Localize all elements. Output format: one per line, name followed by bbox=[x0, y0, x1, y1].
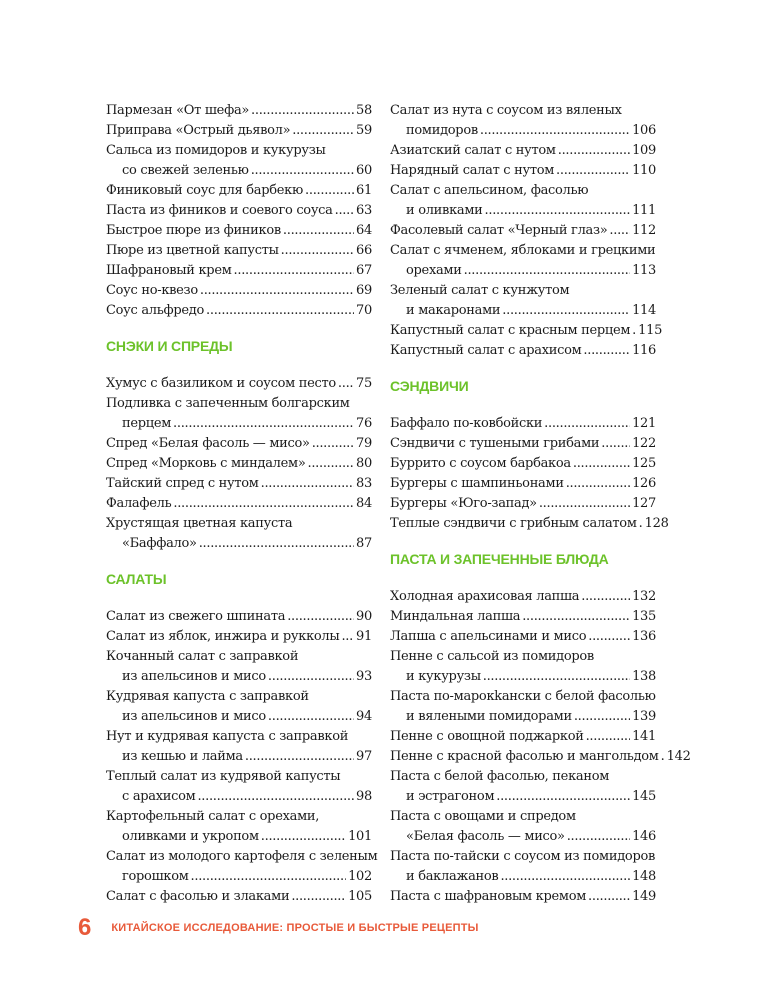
leader-dots bbox=[601, 434, 630, 454]
toc-entry[interactable] bbox=[390, 201, 656, 221]
leader-dots bbox=[609, 221, 630, 241]
toc-entry[interactable] bbox=[106, 221, 372, 241]
toc-entry[interactable] bbox=[106, 241, 372, 261]
toc-entry[interactable] bbox=[390, 827, 656, 847]
toc-entry[interactable] bbox=[106, 454, 372, 474]
toc-entry[interactable] bbox=[106, 887, 372, 907]
entry-first-line: Паста с овощами и спредом bbox=[390, 809, 576, 824]
entry-first-line: Паста по-марокkански с белой фасолью bbox=[390, 689, 656, 704]
entry-first-line: Зеленый салат с кунжутом bbox=[390, 283, 570, 298]
entry-page: 61 bbox=[356, 183, 372, 198]
entry-page: 64 bbox=[356, 223, 372, 238]
toc-entry[interactable] bbox=[106, 474, 372, 494]
entry-first-line: Сальса из помидоров и кукурузы bbox=[106, 143, 326, 158]
leader-dots bbox=[206, 301, 354, 321]
entry-title: Тайский спред с нутом bbox=[106, 476, 259, 491]
toc-entry[interactable] bbox=[390, 707, 656, 727]
leader-dots bbox=[197, 787, 354, 807]
entry-title: Салат из яблок, инжира и рукколы bbox=[106, 629, 340, 644]
entry-title: Фасолевый салат «Черный глаз» bbox=[390, 223, 608, 238]
entry-title: Паста с шафрановым кремом bbox=[390, 889, 587, 904]
entry-page: 116 bbox=[632, 343, 656, 358]
leader-dots bbox=[234, 261, 355, 281]
entry-title: Соус альфредо bbox=[106, 303, 205, 318]
entry-first-line: Теплый салат из кудрявой капусты bbox=[106, 769, 341, 784]
toc-entry[interactable] bbox=[390, 221, 656, 241]
entry-title: Капустный салат с арахисом bbox=[390, 343, 582, 358]
toc-entry[interactable] bbox=[390, 434, 656, 454]
leader-dots bbox=[464, 261, 630, 281]
toc-entry[interactable] bbox=[390, 627, 656, 647]
toc-entry[interactable] bbox=[390, 867, 656, 887]
entry-title: Азиатский салат с нутом bbox=[390, 143, 556, 158]
entry-page: 122 bbox=[632, 436, 656, 451]
leader-dots bbox=[556, 161, 630, 181]
entry-title: перцем bbox=[122, 416, 172, 431]
entry-page: 69 bbox=[356, 283, 372, 298]
entry-page: 141 bbox=[632, 729, 656, 744]
leader-dots bbox=[588, 887, 630, 907]
entry-title: Миндальная лапша bbox=[390, 609, 521, 624]
entry-title: и эстрагоном bbox=[406, 789, 495, 804]
toc-entry[interactable] bbox=[106, 867, 372, 887]
entry-title: из апельсинов и мисо bbox=[122, 669, 266, 684]
entry-title: Нарядный салат с нутом bbox=[390, 163, 555, 178]
leader-dots bbox=[173, 494, 354, 514]
entry-first-line: Подливка с запеченным болгарским bbox=[106, 396, 350, 411]
toc-entry[interactable] bbox=[390, 301, 656, 321]
entry-page: 79 bbox=[356, 436, 372, 451]
toc-entry[interactable] bbox=[106, 161, 372, 181]
leader-dots bbox=[292, 121, 354, 141]
leader-dots bbox=[480, 121, 630, 141]
entry-first-line: Картофельный салат с орехами, bbox=[106, 809, 320, 824]
entry-page: 80 bbox=[356, 456, 372, 471]
toc-entry[interactable] bbox=[390, 587, 656, 607]
entry-page: 75 bbox=[356, 376, 372, 391]
section-heading-salads: САЛАТЫ bbox=[106, 571, 167, 587]
toc-entry[interactable] bbox=[106, 181, 372, 201]
entry-page: 112 bbox=[632, 223, 656, 238]
entry-title: и оливками bbox=[406, 203, 483, 218]
leader-dots bbox=[307, 454, 354, 474]
entry-title: и кукурузы bbox=[406, 669, 481, 684]
entry-first-line: Салат с ячменем, яблоками и грецкими bbox=[390, 243, 656, 258]
entry-page: 105 bbox=[348, 889, 372, 904]
entry-title: горошком bbox=[122, 869, 189, 884]
entry-page: 138 bbox=[632, 669, 656, 684]
entry-title: Быстрое пюре из фиников bbox=[106, 223, 281, 238]
leader-dots bbox=[544, 414, 630, 434]
leader-dots bbox=[261, 827, 346, 847]
entry-title: Бургеры с шампиньонами bbox=[390, 476, 564, 491]
entry-page: 132 bbox=[632, 589, 656, 604]
toc-entry[interactable] bbox=[106, 201, 372, 221]
entry-title: Спред «Белая фасоль — мисо» bbox=[106, 436, 310, 451]
leader-dots bbox=[583, 341, 630, 361]
toc-entry[interactable] bbox=[390, 607, 656, 627]
entry-page: 139 bbox=[632, 709, 656, 724]
entry-page: 121 bbox=[632, 416, 656, 431]
leader-dots bbox=[566, 474, 630, 494]
entry-first-line: Пенне с сальсой из помидоров bbox=[390, 649, 594, 664]
leader-dots bbox=[199, 534, 354, 554]
leader-dots bbox=[574, 707, 630, 727]
toc-entry[interactable] bbox=[106, 374, 372, 394]
toc-entry[interactable] bbox=[390, 121, 656, 141]
toc-entry[interactable] bbox=[390, 161, 656, 181]
entry-first-line: Салат из молодого картофеля с зеленым bbox=[106, 849, 378, 864]
toc-entry[interactable] bbox=[390, 321, 663, 341]
entry-page: 97 bbox=[356, 749, 372, 764]
entry-page: 128 bbox=[644, 516, 669, 531]
toc-entry[interactable] bbox=[106, 121, 372, 141]
entry-title: Финиковый соус для барбекю bbox=[106, 183, 304, 198]
leader-dots bbox=[200, 281, 354, 301]
entry-page: 59 bbox=[356, 123, 372, 138]
entry-title: и баклажанов bbox=[406, 869, 499, 884]
entry-title: Баффало по-ковбойски bbox=[390, 416, 543, 431]
toc-entry[interactable] bbox=[390, 414, 656, 434]
leader-dots bbox=[251, 101, 354, 121]
entry-title: Шафрановый крем bbox=[106, 263, 232, 278]
toc-entry[interactable] bbox=[390, 494, 656, 514]
entry-page: 76 bbox=[356, 416, 372, 431]
entry-page: 84 bbox=[356, 496, 372, 511]
entry-page: 126 bbox=[632, 476, 656, 491]
entry-title: Соус но-квезо bbox=[106, 283, 198, 298]
toc-left-column bbox=[106, 101, 378, 907]
toc-entry[interactable] bbox=[106, 261, 372, 281]
leader-dots bbox=[500, 867, 630, 887]
entry-page: 109 bbox=[632, 143, 656, 158]
entry-page: 91 bbox=[356, 629, 372, 644]
entry-title: Хумус с базиликом и соусом песто bbox=[106, 376, 336, 391]
entry-title: Теплые сэндвичи с грибным салатом bbox=[390, 516, 637, 531]
toc-entry[interactable] bbox=[390, 514, 669, 534]
entry-page: 110 bbox=[632, 163, 656, 178]
entry-page: 94 bbox=[356, 709, 372, 724]
entry-title: помидоров bbox=[406, 123, 478, 138]
entry-title: Бургеры «Юго-запад» bbox=[390, 496, 537, 511]
entry-page: 83 bbox=[356, 476, 372, 491]
entry-page: 66 bbox=[356, 243, 372, 258]
entry-title: Пенне с овощной поджаркой bbox=[390, 729, 584, 744]
entry-page: 63 bbox=[356, 203, 372, 218]
leader-dots bbox=[281, 241, 354, 261]
toc-entry[interactable] bbox=[106, 534, 372, 554]
entry-title: Паста из фиников и соевого соуса bbox=[106, 203, 333, 218]
toc-right-column bbox=[390, 101, 691, 907]
leader-dots bbox=[588, 627, 630, 647]
entry-first-line: Кочанный салат с заправкой bbox=[106, 649, 299, 664]
entry-title: Сэндвичи с тушеными грибами bbox=[390, 436, 600, 451]
section-heading-pasta: ПАСТА И ЗАПЕЧЕННЫЕ БЛЮДА bbox=[390, 551, 609, 567]
toc-entry[interactable] bbox=[390, 141, 656, 161]
toc-entry[interactable] bbox=[106, 627, 372, 647]
leader-dots bbox=[268, 667, 354, 687]
entry-page: 145 bbox=[632, 789, 656, 804]
entry-page: 142 bbox=[666, 749, 691, 764]
entry-page: 114 bbox=[632, 303, 656, 318]
entry-title: Салат из свежего шпината bbox=[106, 609, 286, 624]
entry-page: 102 bbox=[348, 869, 372, 884]
entry-page: 67 bbox=[356, 263, 372, 278]
leader-dots bbox=[291, 887, 346, 907]
toc-entry[interactable] bbox=[390, 787, 656, 807]
entry-first-line: Хрустящая цветная капуста bbox=[106, 516, 293, 531]
entry-page: 149 bbox=[632, 889, 656, 904]
section-heading-snacks: СНЭКИ И СПРЕДЫ bbox=[106, 338, 233, 354]
toc-entry[interactable] bbox=[106, 494, 372, 514]
leader-dots bbox=[251, 161, 354, 181]
leader-dots bbox=[173, 414, 354, 434]
entry-title: оливками и укропом bbox=[122, 829, 259, 844]
entry-title: Фалафель bbox=[106, 496, 172, 511]
toc-entry[interactable] bbox=[390, 747, 691, 767]
entry-title: «Баффало» bbox=[122, 536, 197, 551]
leader-dots bbox=[581, 587, 630, 607]
toc-entry[interactable] bbox=[390, 887, 656, 907]
entry-page: 93 bbox=[356, 669, 372, 684]
entry-title: Спред «Морковь с миндалем» bbox=[106, 456, 306, 471]
entry-page: 60 bbox=[356, 163, 372, 178]
leader-dots bbox=[639, 514, 643, 534]
entry-first-line: Нут и кудрявая капуста с заправкой bbox=[106, 729, 349, 744]
toc-entry[interactable] bbox=[106, 747, 372, 767]
leader-dots bbox=[287, 607, 354, 627]
page-footer bbox=[78, 916, 479, 940]
entry-first-line: Кудрявая капуста с заправкой bbox=[106, 689, 309, 704]
leader-dots bbox=[661, 747, 665, 767]
section-heading-sandwiches: СЭНДВИЧИ bbox=[390, 378, 469, 394]
leader-dots bbox=[567, 827, 630, 847]
toc-entry[interactable] bbox=[390, 667, 656, 687]
entry-page: 106 bbox=[632, 123, 656, 138]
toc-entry[interactable] bbox=[106, 707, 372, 727]
leader-dots bbox=[502, 301, 630, 321]
entry-page: 70 bbox=[356, 303, 372, 318]
leader-dots bbox=[261, 474, 354, 494]
toc-entry[interactable] bbox=[106, 827, 372, 847]
entry-title: из кешью и лайма bbox=[122, 749, 243, 764]
entry-title: Приправа «Острый дьявол» bbox=[106, 123, 291, 138]
entry-title: Пармезан «От шефа» bbox=[106, 103, 250, 118]
entry-page: 90 bbox=[356, 609, 372, 624]
leader-dots bbox=[522, 607, 630, 627]
toc-entry[interactable] bbox=[106, 301, 372, 321]
entry-page: 146 bbox=[632, 829, 656, 844]
entry-first-line: Салат с апельсином, фасолью bbox=[390, 183, 589, 198]
entry-title: Буррито с соусом барбакоа bbox=[390, 456, 571, 471]
leader-dots bbox=[283, 221, 354, 241]
toc-entry[interactable] bbox=[106, 667, 372, 687]
entry-page: 98 bbox=[356, 789, 372, 804]
leader-dots bbox=[483, 667, 630, 687]
entry-title: Салат с фасолью и злаками bbox=[106, 889, 290, 904]
entry-page: 148 bbox=[632, 869, 656, 884]
toc-entry[interactable] bbox=[106, 607, 372, 627]
entry-title: и вялеными помидорами bbox=[406, 709, 572, 724]
leader-dots bbox=[496, 787, 630, 807]
entry-title: Холодная арахисовая лапша bbox=[390, 589, 580, 604]
leader-dots bbox=[245, 747, 354, 767]
toc-entry[interactable] bbox=[106, 787, 372, 807]
entry-page: 135 bbox=[632, 609, 656, 624]
entry-title: со свежей зеленью bbox=[122, 163, 249, 178]
leader-dots bbox=[305, 181, 354, 201]
entry-page: 115 bbox=[638, 323, 663, 338]
entry-page: 87 bbox=[356, 536, 372, 551]
entry-page: 111 bbox=[632, 203, 656, 218]
entry-title: Капустный салат с красным перцем bbox=[390, 323, 631, 338]
leader-dots bbox=[191, 867, 347, 887]
leader-dots bbox=[586, 727, 630, 747]
entry-title: орехами bbox=[406, 263, 462, 278]
leader-dots bbox=[312, 434, 354, 454]
toc-entry[interactable] bbox=[390, 727, 656, 747]
toc-entry[interactable] bbox=[390, 474, 656, 494]
entry-page: 136 bbox=[632, 629, 656, 644]
toc-entry[interactable] bbox=[106, 281, 372, 301]
leader-dots bbox=[539, 494, 630, 514]
leader-dots bbox=[632, 321, 636, 341]
entry-title: Пюре из цветной капусты bbox=[106, 243, 279, 258]
page-number: 6 bbox=[78, 914, 92, 941]
toc-entry[interactable] bbox=[106, 101, 372, 121]
entry-first-line: Паста с белой фасолью, пеканом bbox=[390, 769, 610, 784]
leader-dots bbox=[558, 141, 630, 161]
entry-page: 113 bbox=[632, 263, 656, 278]
running-book-title: КИТАЙСКОЕ ИССЛЕДОВАНИЕ: ПРОСТЫЕ И БЫСТРЫЕ РЕЦЕПТЫ bbox=[111, 922, 479, 934]
entry-first-line: Паста по-тайски с соусом из помидоров bbox=[390, 849, 656, 864]
toc-entry[interactable] bbox=[390, 454, 656, 474]
toc-entry[interactable] bbox=[106, 414, 372, 434]
entry-title: Пенне с красной фасолью и мангольдом bbox=[390, 749, 659, 764]
entry-title: из апельсинов и мисо bbox=[122, 709, 266, 724]
entry-page: 127 bbox=[632, 496, 656, 511]
leader-dots bbox=[341, 627, 354, 647]
entry-title: Лапша с апельсинами и мисо bbox=[390, 629, 587, 644]
toc-entry[interactable] bbox=[390, 341, 656, 361]
leader-dots bbox=[485, 201, 631, 221]
leader-dots bbox=[335, 201, 354, 221]
entry-page: 125 bbox=[632, 456, 656, 471]
entry-title: и макаронами bbox=[406, 303, 501, 318]
entry-title: «Белая фасоль — мисо» bbox=[406, 829, 565, 844]
entry-page: 101 bbox=[348, 829, 372, 844]
entry-first-line: Салат из нута с соусом из вяленых bbox=[390, 103, 622, 118]
toc-entry[interactable] bbox=[390, 261, 656, 281]
leader-dots bbox=[268, 707, 354, 727]
entry-page: 58 bbox=[356, 103, 372, 118]
leader-dots bbox=[573, 454, 630, 474]
entry-title: с арахисом bbox=[122, 789, 196, 804]
toc-entry[interactable] bbox=[106, 434, 372, 454]
leader-dots bbox=[338, 374, 354, 394]
